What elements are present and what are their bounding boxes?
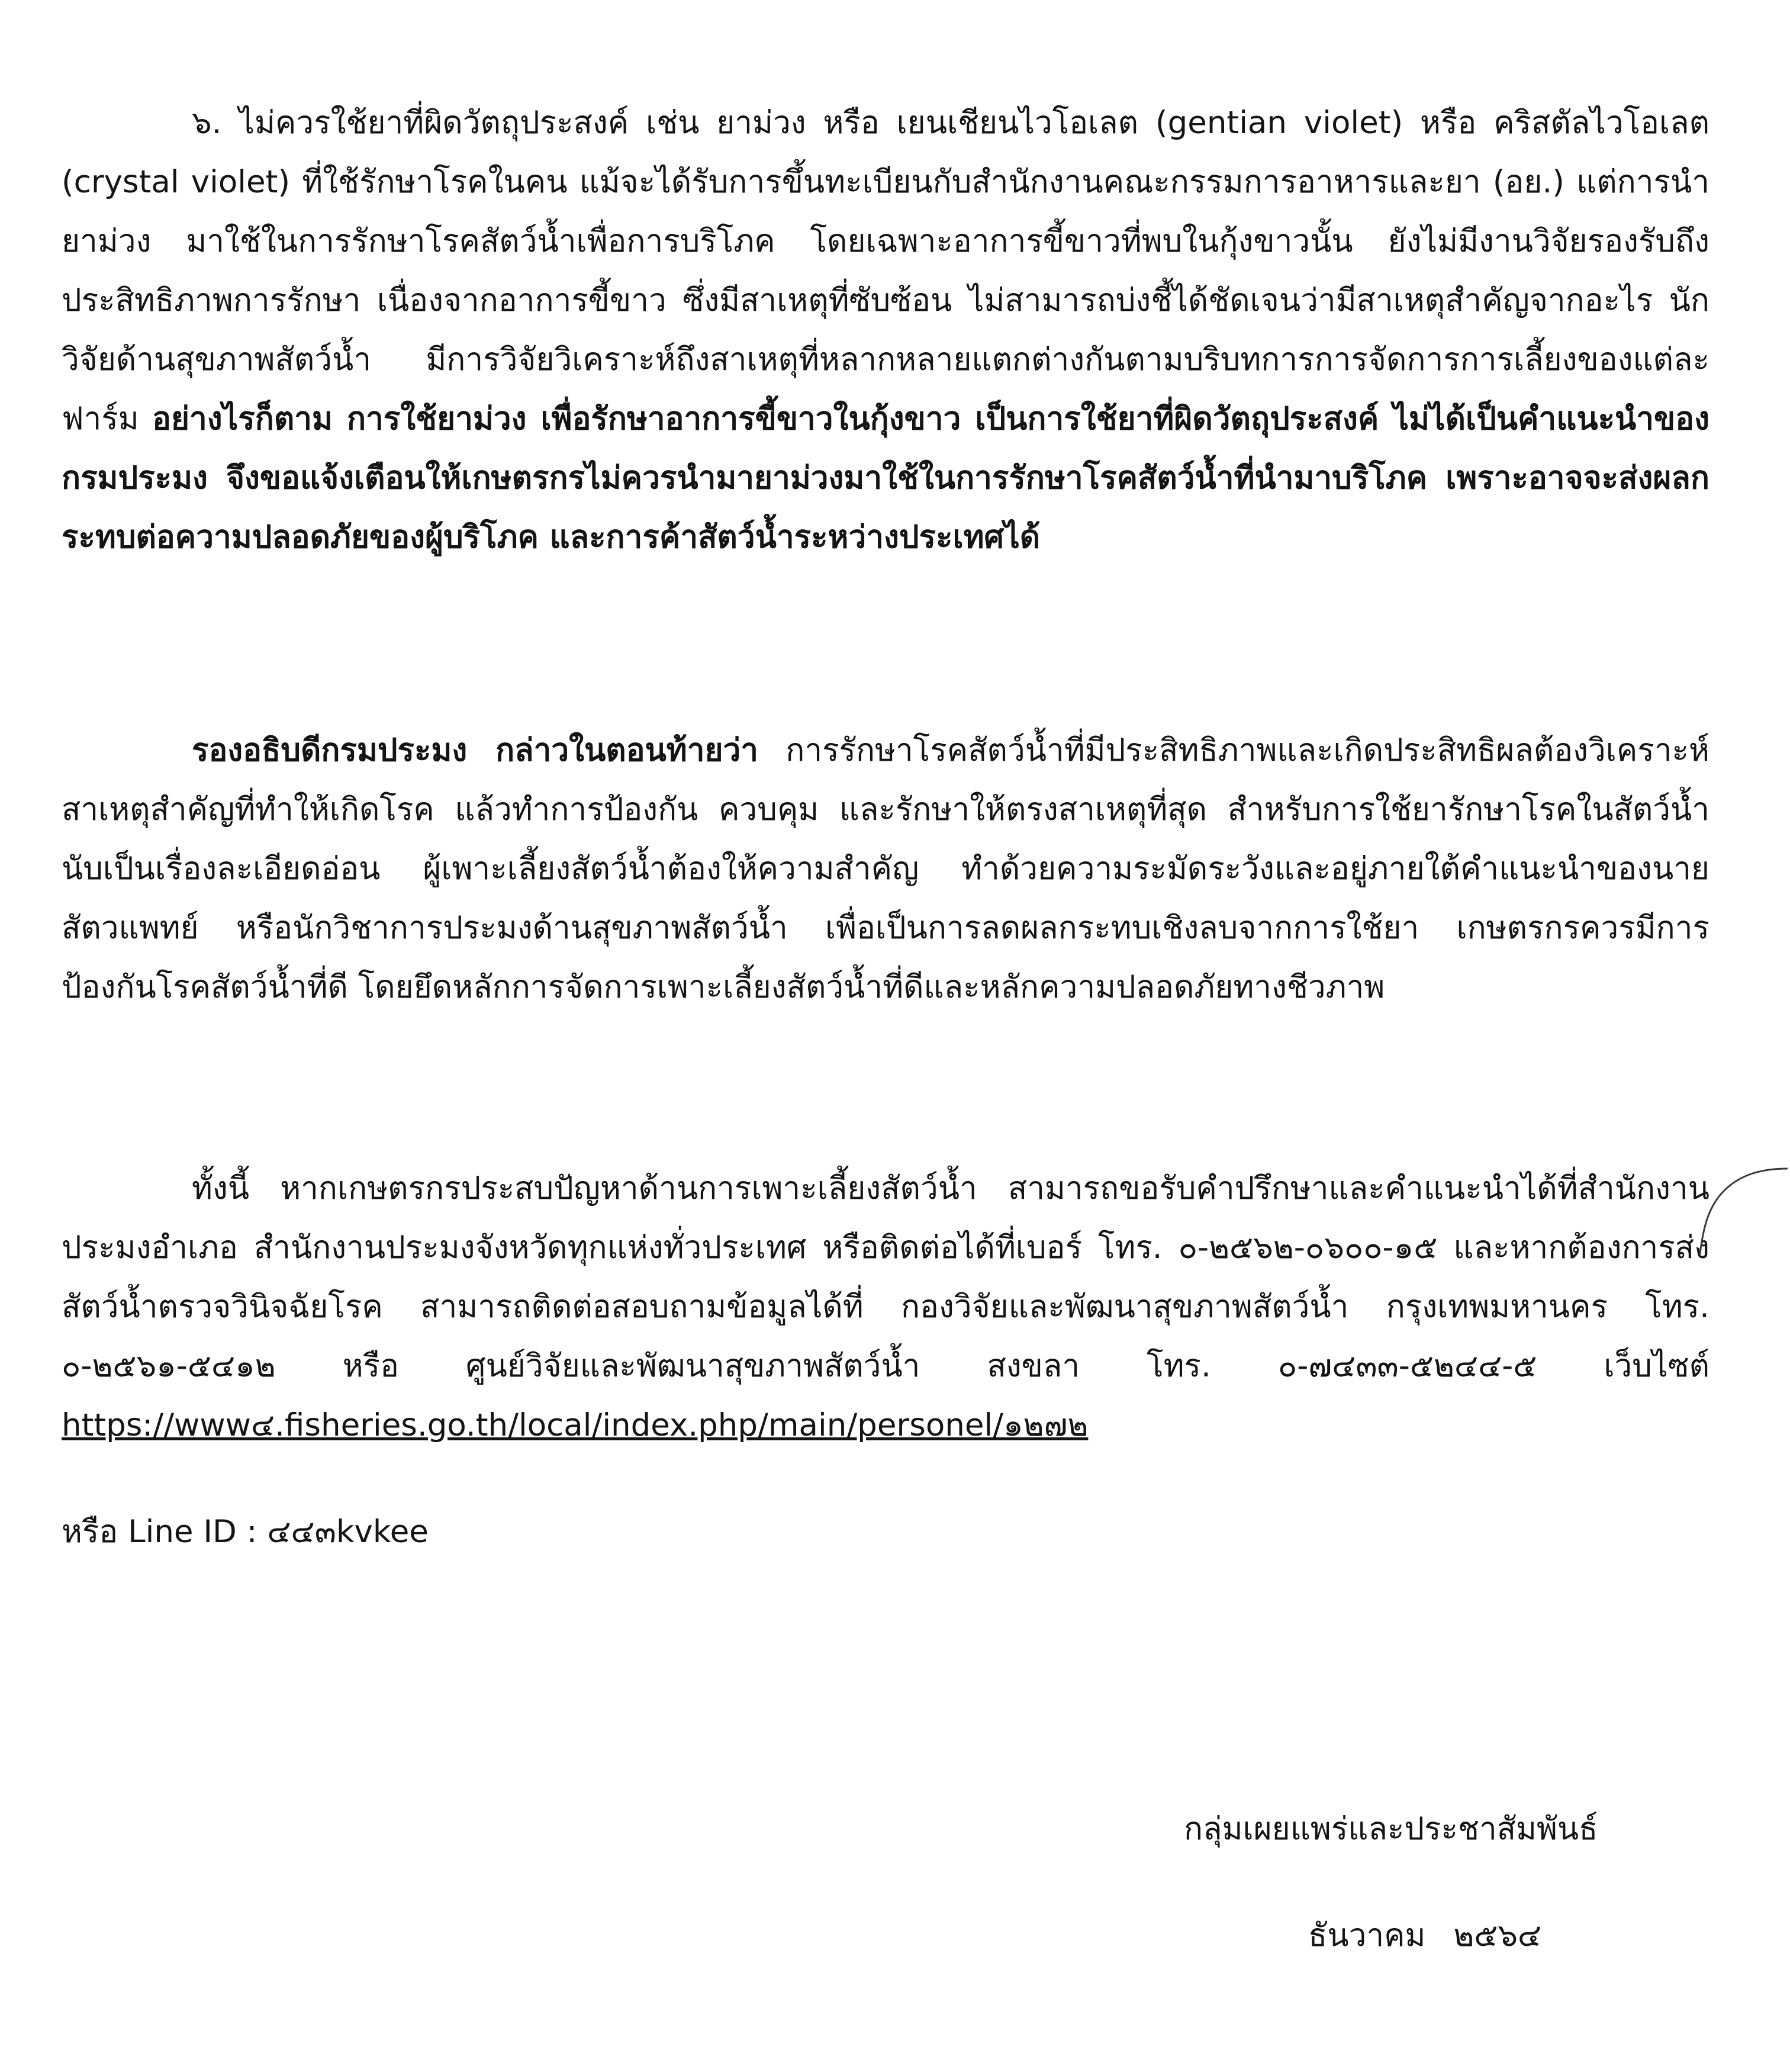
paragraph-item-6: [62, 94, 1709, 567]
line-id: หรือ Line ID : ๔๔๓kvkee: [62, 1514, 429, 1550]
signature-organization: กลุ่มเผยแพร่และประชาสัมพันธ์: [1184, 1811, 1598, 1847]
paragraph-contact-info: [62, 1159, 1709, 1455]
deputy-lead: รองอธิบดีกรมประมง กล่าวในตอนท้ายว่า: [192, 732, 759, 768]
signature-date: ธันวาคม ๒๕๖๔: [1308, 1917, 1542, 1954]
deputy-body: การรักษาโรคสัตว์น้ำที่มีประสิทธิภาพและเกิดประสิทธิผลต้องวิเคราะห์สาเหตุสำคัญที่ทำให้เกิดโรค แล้วทำการป้องกัน ควบคุม และรักษาให้ตรงสาเหตุที่สุด สำหรับการใช้ยารักษาโรคในสัตว์น้ำ นับเป็นเรื่องละเอียดอ่อน ผู้เพาะเลี้ยงสัตว์น้ำต้องให้ความสำคัญ ทำด้วยความระมัดระวังและอยู่ภายใต้คำแนะนำของนายสัตวแพทย์ หรือนักวิชาการประมงด้านสุขภาพสัตว์น้ำ เพื่อเป็นการลดผลกระทบเชิงลบจากการใช้ยา เกษตรกรควรมีการป้องกันโรคสัตว์น้ำที่ดี โดยยึดหลักการจัดการเพาะเลี้ยงสัตว์น้ำที่ดีและหลักความปลอดภัยทางชีวภาพ: [62, 732, 1709, 1005]
paragraph-deputy-statement: [62, 721, 1709, 1017]
pen-mark-icon: [1699, 1165, 1790, 1260]
item-6-warning: อย่างไรก็ตาม การใช้ยาม่วง เพื่อรักษาอาการขี้ขาวในกุ้งขาว เป็นการใช้ยาที่ผิดวัตถุประสงค์ ไม่ได้เป็นคำแนะนำของกรมประมง จึงขอแจ้งเตือนให้เกษตรกรไม่ควรนำมายาม่วงมาใช้ในการรักษาโรคสัตว์น้ำที่นำมาบริโภค เพราะอาจจะส่งผลกระทบต่อความปลอดภัยของผู้บริโภค และการค้าสัตว์น้ำระหว่างประเทศได้: [62, 401, 1709, 555]
item-6-intro: ๖. ไม่ควรใช้ยาที่ผิดวัตถุประสงค์ เช่น ยาม่วง หรือ เยนเชียนไวโอเลต (gentian violet) หรือ คริสตัลไวโอเลต (crystal violet) ที่ใช้รักษาโรคในคน แม้จะได้รับการขึ้นทะเบียนกับสำนักงานคณะกรรมการอาหารและยา (อย.) แต่การนำยาม่วง มาใช้ในการรักษาโรคสัตว์น้ำเพื่อการบริโภค โดยเฉพาะอาการขี้ขาวที่พบในกุ้งขาวนั้น ยังไม่มีงานวิจัยรองรับถึงประสิทธิภาพการรักษา เนื่องจากอาการขี้ขาว ซึ่งมีสาเหตุที่ซับซ้อน ไม่สามารถบ่งชี้ได้ชัดเจนว่ามีสาเหตุสำคัญจากอะไร นักวิจัยด้านสุขภาพสัตว์น้ำ มีการวิจัยวิเคราะห์ถึงสาเหตุที่หลากหลายแตกต่างกันตามบริบทการการจัดการการเลี้ยงของแต่ละฟาร์ม: [62, 105, 1709, 437]
website-link[interactable]: https://www๔.fisheries.go.th/local/index.php/main/personel/๑๒๗๒: [62, 1407, 1089, 1443]
contact-body: ทั้งนี้ หากเกษตรกรประสบปัญหาด้านการเพาะเลี้ยงสัตว์น้ำ สามารถขอรับคำปรึกษาและคำแนะนำได้ที่สำนักงานประมงอำเภอ สำนักงานประมงจังหวัดทุกแห่งทั่วประเทศ หรือติดต่อได้ที่เบอร์ โทร. ๐-๒๕๖๒-๐๖๐๐-๑๕ และหากต้องการส่งสัตว์น้ำตรวจวินิจฉัยโรค สามารถติดต่อสอบถามข้อมูลได้ที่ กองวิจัยและพัฒนาสุขภาพสัตว์น้ำ กรุงเทพมหานคร โทร. ๐-๒๕๖๑-๕๔๑๒ หรือ ศูนย์วิจัยและพัฒนาสุขภาพสัตว์น้ำ สงขลา โทร. ๐-๗๔๓๓-๕๒๔๔-๕ เว็บไซต์: [62, 1170, 1709, 1384]
